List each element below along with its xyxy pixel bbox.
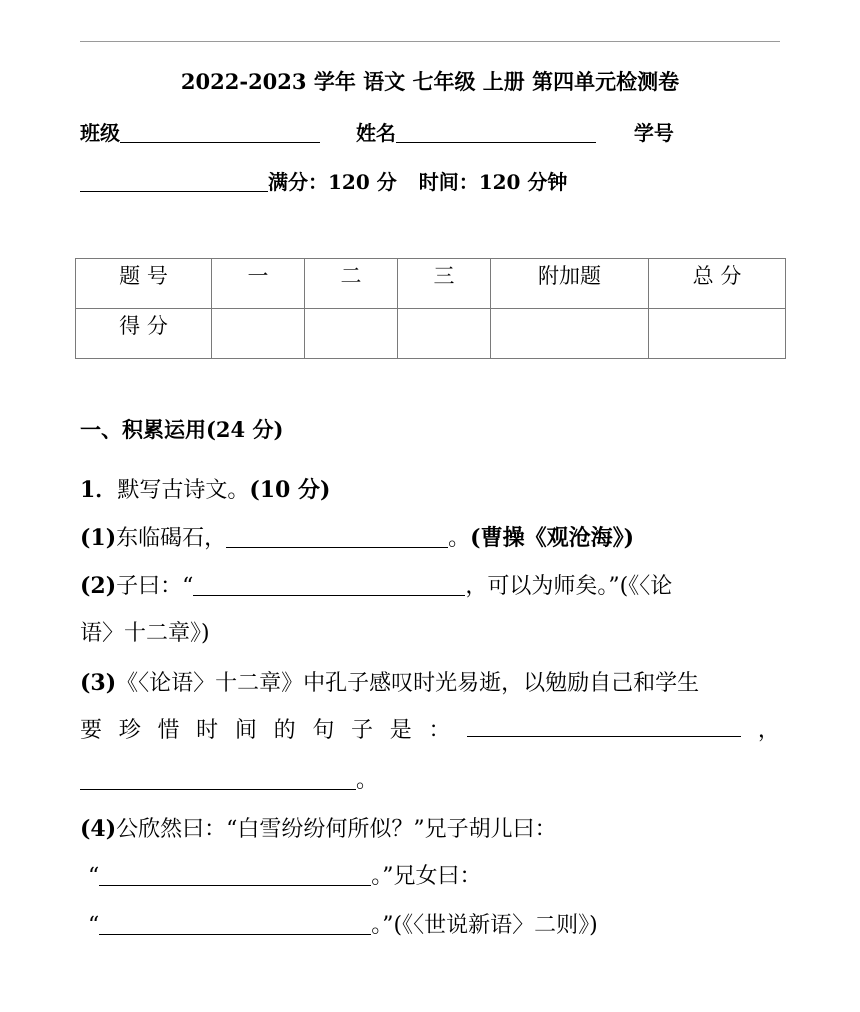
item-4-open-quote-1: “ xyxy=(88,864,100,889)
item-4-blank-2[interactable] xyxy=(99,914,371,935)
score-table-score-row xyxy=(76,309,786,359)
question-1 xyxy=(80,475,330,506)
score-table-header-row xyxy=(76,259,786,309)
item-1 xyxy=(80,523,634,554)
item-4-line-1: 公欣然曰：“白雪纷纷何所似？”兄子胡儿曰： xyxy=(116,817,557,842)
header-rule xyxy=(80,41,780,42)
item-1-blank[interactable] xyxy=(226,527,448,548)
item-4-blank-1[interactable] xyxy=(99,865,371,886)
item-3-char: 是 xyxy=(389,718,412,743)
item-3-end: 。 xyxy=(356,768,379,793)
name-label: 姓名 xyxy=(355,121,396,145)
item-2-text-a: 子曰：“ xyxy=(116,574,194,599)
item-1-source: (曹操《观沧海》) xyxy=(470,525,634,551)
item-2-number: (2) xyxy=(80,573,117,599)
header-cell-section-2: 二 xyxy=(305,259,398,309)
item-3 xyxy=(80,668,699,699)
class-blank[interactable] xyxy=(120,122,320,143)
item-3-line-1: 《〈论语〉十二章》中孔子感叹时光易逝，以勉励自己和学生 xyxy=(116,671,700,696)
item-2-source-b: 语〉十二章》) xyxy=(80,621,210,646)
item-3-char: 惜 xyxy=(157,718,180,743)
question-number: 1． xyxy=(80,477,118,503)
item-3-char: 句 xyxy=(312,718,335,743)
item-3-line-2 xyxy=(80,716,780,746)
id-blank[interactable] xyxy=(80,171,268,192)
score-cell-section-2[interactable] xyxy=(305,309,398,359)
item-3-char: 要 xyxy=(80,718,103,743)
item-4-line-3-end: 。” xyxy=(371,913,394,938)
full-score: 满分：120 分 xyxy=(268,170,397,194)
item-1-text-a: 东临碣石， xyxy=(116,526,227,551)
score-time-row xyxy=(80,166,567,195)
item-2-cont xyxy=(80,619,210,649)
section-heading: 一、积累运用(24 分) xyxy=(80,417,284,442)
student-info-row xyxy=(80,117,674,146)
item-3-char: 间 xyxy=(234,718,257,743)
item-3-comma: ， xyxy=(757,718,780,743)
item-3-char: 的 xyxy=(273,718,296,743)
item-2-source-a: (《〈论 xyxy=(619,574,673,599)
item-1-number: (1) xyxy=(80,525,117,551)
item-3-char: 子 xyxy=(351,718,374,743)
item-4-line-2-end: 。”兄女曰： xyxy=(371,864,482,889)
item-3-line-3 xyxy=(80,766,378,796)
score-row-label: 得 分 xyxy=(76,309,212,359)
score-cell-section-3[interactable] xyxy=(398,309,491,359)
header-cell-section-3: 三 xyxy=(398,259,491,309)
id-label: 学号 xyxy=(633,121,674,145)
question-points: (10 分) xyxy=(249,477,331,503)
item-1-text-b: 。 xyxy=(448,526,471,551)
question-prompt: 默写古诗文。 xyxy=(117,478,250,503)
item-3-char: ： xyxy=(428,718,451,743)
header-cell-question-no: 题 号 xyxy=(76,259,212,309)
item-2-text-b: ，可以为师矣。” xyxy=(465,574,620,599)
header-cell-total: 总 分 xyxy=(649,259,786,309)
item-4-open-quote-2: “ xyxy=(88,913,100,938)
name-blank[interactable] xyxy=(396,122,596,143)
score-cell-bonus[interactable] xyxy=(491,309,649,359)
item-3-char: 珍 xyxy=(118,718,141,743)
item-4-line-3 xyxy=(88,911,598,941)
item-4-number: (4) xyxy=(80,816,117,842)
exam-time: 时间：120 分钟 xyxy=(418,170,568,194)
score-cell-section-1[interactable] xyxy=(212,309,305,359)
item-3-blank-1[interactable] xyxy=(467,716,741,737)
item-3-blank-2[interactable] xyxy=(80,769,356,790)
item-3-char: 时 xyxy=(196,718,219,743)
item-4-source: (《〈世说新语〉二则》) xyxy=(393,913,598,938)
header-cell-section-1: 一 xyxy=(212,259,305,309)
item-3-number: (3) xyxy=(80,670,117,696)
score-cell-total[interactable] xyxy=(649,309,786,359)
page-title: 2022-2023 学年 语文 七年级 上册 第四单元检测卷 xyxy=(180,69,680,94)
item-2-blank[interactable] xyxy=(193,575,465,596)
class-label: 班级 xyxy=(80,121,120,145)
item-4 xyxy=(80,814,557,845)
item-2 xyxy=(80,571,780,602)
header-cell-bonus: 附加题 xyxy=(491,259,649,309)
score-table xyxy=(75,258,786,359)
item-4-line-2 xyxy=(88,862,482,892)
